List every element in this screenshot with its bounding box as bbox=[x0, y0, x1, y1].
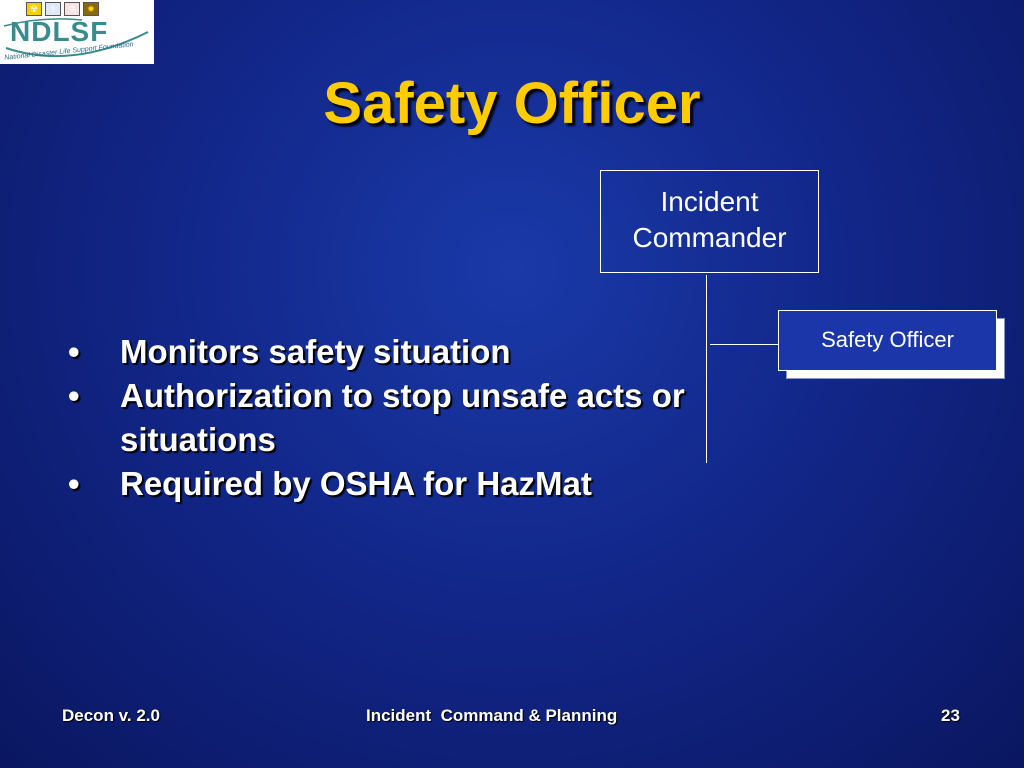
explosion-icon: ✹ bbox=[83, 2, 99, 16]
logo-icon-row bbox=[26, 2, 99, 16]
incident-commander-box bbox=[600, 170, 819, 273]
logo-subtitle: National Disaster Life Support Foundation bbox=[3, 41, 134, 62]
bullet-dot: • bbox=[68, 465, 80, 502]
radiation-icon: ☢ bbox=[26, 2, 42, 16]
biohazard-icon: ⚕ bbox=[45, 2, 61, 16]
footer-version: Decon v. 2.0 bbox=[62, 706, 160, 725]
footer-page-number: 23 bbox=[941, 706, 960, 725]
safety-officer-box bbox=[778, 310, 997, 371]
footer-title: Incident Command & Planning bbox=[366, 706, 618, 725]
safety-officer-label: Safety Officer bbox=[821, 326, 954, 352]
slide-title: Safety Officer bbox=[323, 71, 701, 136]
bullet-text: Authorization to stop unsafe acts or situations bbox=[120, 377, 685, 458]
logo-text: NDLSF bbox=[10, 16, 109, 47]
bullet-item bbox=[62, 330, 760, 374]
bullet-item bbox=[62, 462, 760, 506]
bullet-text: Monitors safety situation bbox=[120, 333, 511, 370]
ndlsf-logo bbox=[0, 0, 154, 64]
bullet-item bbox=[62, 374, 760, 462]
bullet-text: Required by OSHA for HazMat bbox=[120, 465, 592, 502]
bullet-list bbox=[62, 330, 760, 506]
chemical-icon: ⚗ bbox=[64, 2, 80, 16]
bullet-dot: • bbox=[68, 377, 80, 414]
bullet-dot: • bbox=[68, 333, 80, 370]
incident-commander-label: Incident Commander bbox=[632, 185, 787, 253]
